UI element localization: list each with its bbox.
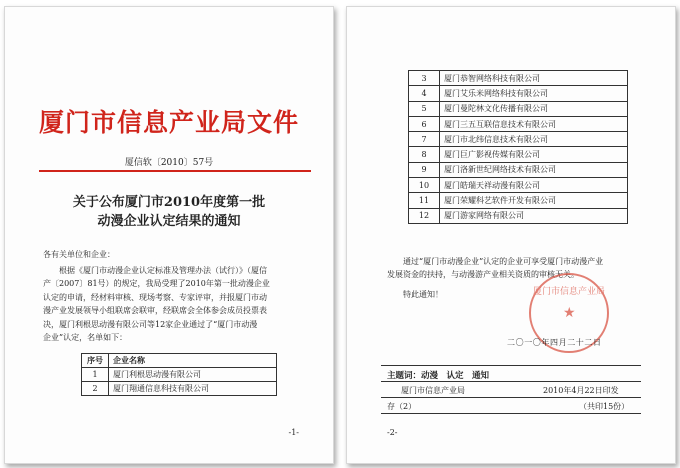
archive-copies: 存（2） (387, 402, 417, 411)
row-number: 4 (409, 86, 440, 101)
seal-text: 厦门市信息产业局 (532, 287, 605, 297)
closing-remark: 特此通知！ (403, 290, 443, 299)
row-number: 2 (82, 382, 109, 396)
row-number: 11 (409, 193, 440, 208)
page-number: -2- (387, 428, 398, 437)
row-number: 9 (409, 162, 440, 177)
document-header-title: 厦门市信息产业局文件 (38, 108, 299, 137)
notice-note (387, 255, 645, 282)
table-header-row (82, 354, 277, 368)
row-number: 8 (409, 147, 440, 162)
notice-title (5, 193, 333, 231)
signing-date: 二〇一〇年四月二十二日 (507, 338, 602, 347)
enterprise-name: 厦门曼陀林文化传播有限公司 (440, 101, 628, 116)
table-row (409, 147, 628, 162)
table-row (409, 208, 628, 223)
footer-divider (381, 365, 641, 366)
red-divider-line (39, 170, 311, 172)
salutation: 各有关单位和企业： (43, 250, 115, 259)
enterprise-name: 厦门利根思动漫有限公司 (109, 368, 277, 382)
enterprise-name: 厦门荣耀科艺软件开发有限公司 (440, 193, 628, 208)
notice-body (43, 264, 301, 344)
enterprise-name: 厦门皓瑞天祥动漫有限公司 (440, 178, 628, 193)
enterprise-name: 厦门恭智网络科技有限公司 (440, 71, 628, 86)
table-row (409, 132, 628, 147)
seal-star-icon: ★ (563, 305, 576, 321)
document-number: 厦信软〔2010〕57号 (124, 158, 214, 168)
row-number: 5 (409, 101, 440, 116)
row-number: 6 (409, 116, 440, 131)
notice-title-line: 关于公布厦门市2010年度第一批 (72, 195, 266, 210)
page-number: -1- (288, 428, 299, 437)
enterprise-name: 厦门三五互联信息技术有限公司 (440, 116, 628, 131)
enterprise-name: 厦门游家网络有限公司 (440, 208, 628, 223)
body-line: 漫产业发展领导小组联席会联审，经联席会全体参会成员投票表 (43, 306, 267, 316)
table-row (82, 382, 277, 396)
enterprise-name: 厦门翔通信息科技有限公司 (109, 382, 277, 396)
column-header-number: 序号 (82, 354, 109, 368)
table-row (409, 86, 628, 101)
table-row (82, 368, 277, 382)
enterprise-name: 厦门市北纬信息技术有限公司 (440, 132, 628, 147)
enterprise-name: 厦门洛新世纪网络技术有限公司 (440, 162, 628, 177)
column-header-name: 企业名称 (109, 354, 277, 368)
table-row (409, 193, 628, 208)
footer-divider (381, 381, 641, 382)
body-line: 认定的申请，经材料审核、现场考察、专家评审，并报厦门市动 (43, 292, 267, 302)
row-number: 3 (409, 71, 440, 86)
document-page-2 (346, 6, 676, 464)
table-row (409, 71, 628, 86)
enterprise-name: 厦门艾乐米网络科技有限公司 (440, 86, 628, 101)
row-number: 7 (409, 132, 440, 147)
enterprise-name: 厦门巨广影视传媒有限公司 (440, 147, 628, 162)
table-row (409, 178, 628, 193)
row-number: 1 (82, 368, 109, 382)
enterprise-table-part-2 (408, 70, 628, 224)
body-line: 根据《厦门市动漫企业认定标准及管理办法（试行）》（厦信 (59, 266, 267, 275)
footer-divider (381, 413, 641, 414)
table-row (409, 162, 628, 177)
row-number: 10 (409, 178, 440, 193)
subject-keywords: 主题词：动漫 认定 通知 (387, 371, 490, 381)
note-line: 通过“厦门市动漫企业”认定的企业可享受厦门市动漫产业 (403, 257, 604, 266)
notice-title-line: 动漫企业认定结果的通知 (97, 214, 241, 229)
total-copies: （共印15份） (579, 402, 630, 411)
issue-date: 2010年4月22日印发 (543, 386, 619, 395)
table-row (409, 101, 628, 116)
table-row (409, 116, 628, 131)
note-line: 发展资金的扶持，与动漫游产业相关资质的审核无关。 (387, 270, 579, 280)
row-number: 12 (409, 208, 440, 223)
body-line: 决，厦门利根思动漫有限公司等12家企业通过了“厦门市动漫 (43, 319, 258, 329)
body-line: 企业”认定，名单如下： (43, 333, 128, 343)
enterprise-table-part-1 (81, 353, 277, 396)
issuing-office: 厦门市信息产业局 (401, 386, 465, 395)
footer-divider (381, 397, 641, 398)
document-page-1 (4, 6, 334, 464)
body-line: 产〔2007〕81号）的规定，我局受理了2010年第一批动漫企业 (43, 279, 270, 289)
